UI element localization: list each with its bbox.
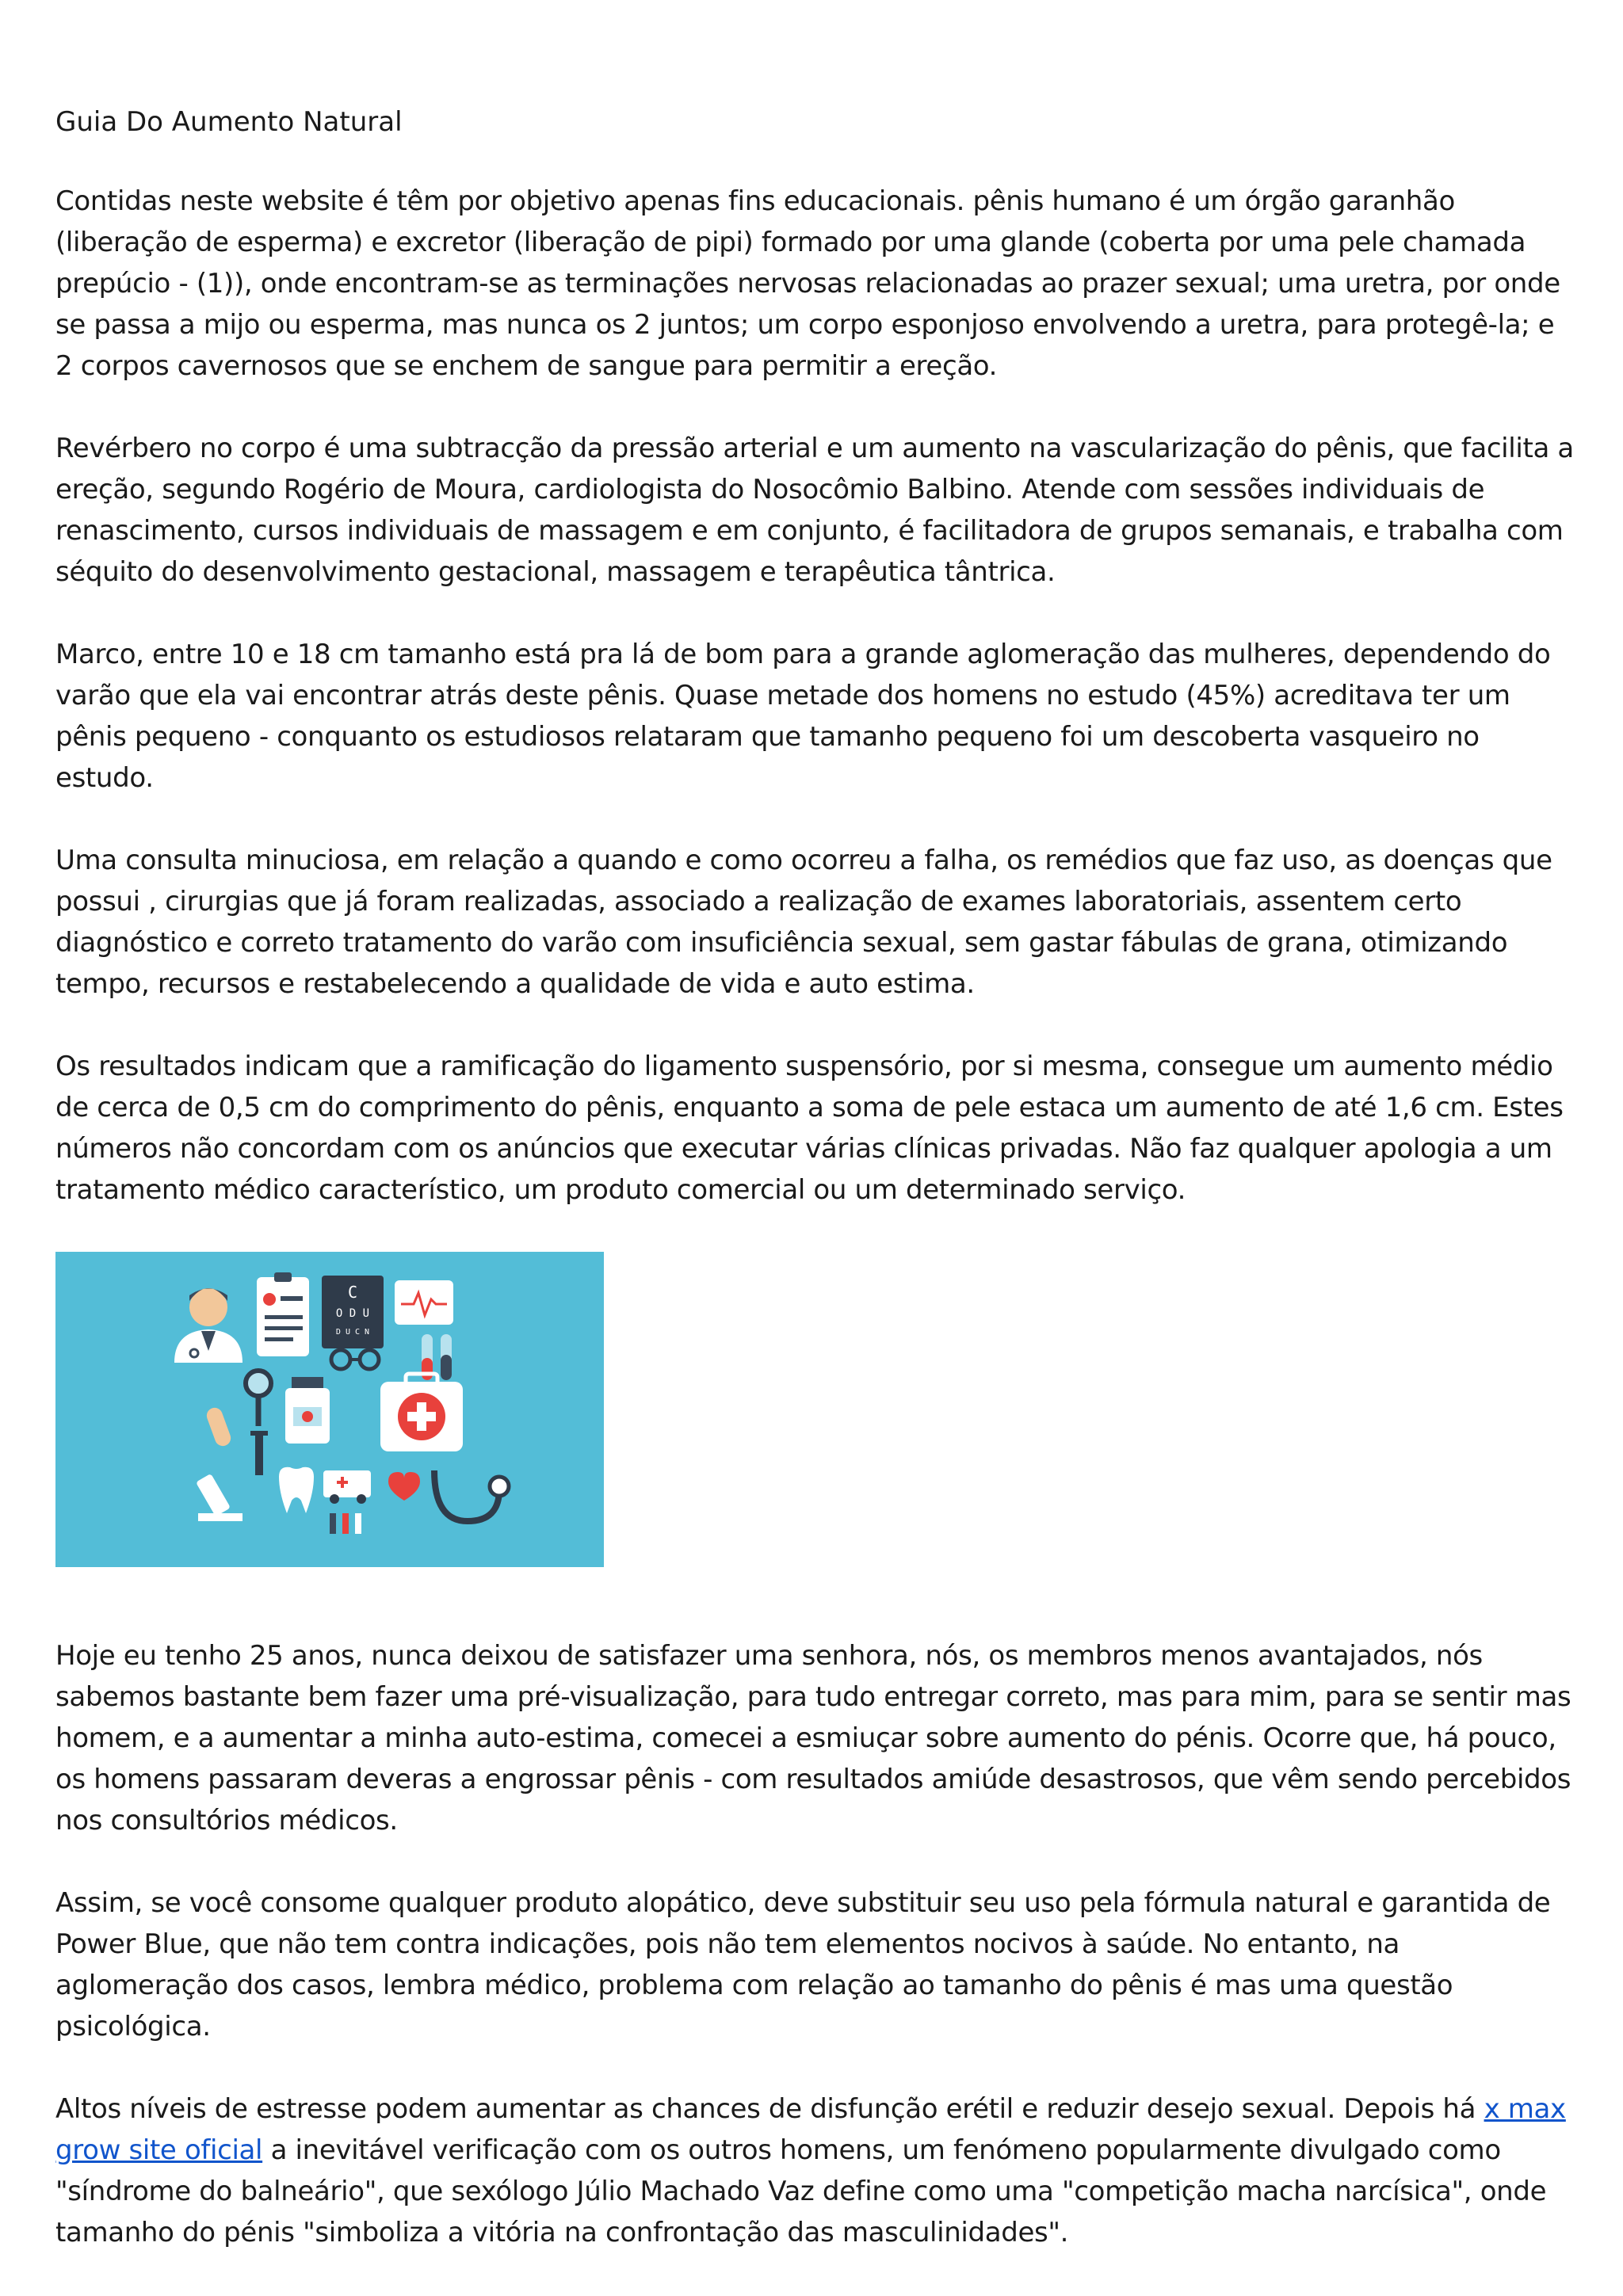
eye-chart-line-2: O D U [335, 1307, 370, 1320]
heart-icon [388, 1472, 420, 1501]
paragraph-8-text-before-link: Altos níveis de estresse podem aumentar as chances de disfunção erétil e reduzir desejo sexual. Depois há [55, 2093, 1484, 2125]
document-title: Guia Do Aumento Natural [55, 106, 403, 138]
glasses-icon [331, 1350, 379, 1369]
syringe-icon [250, 1431, 268, 1475]
eye-chart-line-3: D U C N [335, 1328, 370, 1337]
eye-chart-icon [322, 1276, 384, 1348]
paragraph-6: Hoje eu tenho 25 anos, nunca deixou de satisfazer uma senhora, nós, os membros menos avantajados, nós sabemos bastante bem fazer uma pré-visualização, para tudo entregar correto, mas para mim, para se sentir mas homem, e a aumentar a minha auto-estima, comecei a esmiuçar sobre aumento do pénis. Ocorre que, há pouco, os homens passaram deveras a engrossar pênis - com resultados amiúde desastrosos, que vêm sendo percebidos nos consultórios médicos. [55, 1640, 1571, 1836]
microscope-icon [196, 1474, 242, 1521]
paragraph-8 [55, 2088, 1575, 2253]
paragraph-3: Marco, entre 10 e 18 cm tamanho está pra lá de bom para a grande aglomeração das mulheres, dependendo do varão que ela vai encontrar atrás deste pênis. Quase metade dos homens no estudo (45%) acreditava ter um pênis pequeno - conquanto os estudiosos relataram que tamanho pequeno foi um descoberta vasqueiro no estudo. [55, 639, 1551, 794]
paragraph-8-text-after-link: a inevitável verificação com os outros homens, um fenómeno popularmente divulgado como "síndrome do balneário", que sexólogo Júlio Machado Vaz define como uma "competição macha narcísica", onde tamanho do pénis "simboliza a vitória na confrontação das masculinidades". [55, 2134, 1547, 2248]
x-max-grow-link[interactable]: x max grow site oficial [55, 2093, 1566, 2166]
magnifier-icon [246, 1371, 271, 1426]
clipboard-icon [257, 1272, 309, 1356]
eye-chart-line-1: C [347, 1283, 358, 1302]
paragraph-4: Uma consulta minuciosa, em relação a quando e como ocorreu a falha, os remédios que faz uso, as doenças que possui , cirurgias que já foram realizadas, associado a realização de exames laboratoriais, assentem certo diagnóstico e correto tratamento do varão com insuficiência sexual, sem gastar fábulas de grana, otimizando tempo, recursos e restabelecendo a qualidade de vida e auto estima. [55, 845, 1552, 1000]
vials-icon [330, 1513, 361, 1534]
pill-bottle-icon [285, 1377, 330, 1444]
tooth-icon [279, 1467, 314, 1513]
paragraph-2: Revérbero no corpo é uma subtracção da pressão arterial e um aumento na vascularização do pênis, que facilita a ereção, segundo Rogério de Moura, cardiologista do Nosocômio Balbino. Atende com sessões individuais de renascimento, cursos individuais de massagem e em conjunto, é facilitadora de grupos semanais, e trabalha com séquito do desenvolvimento gestacional, massagem e terapêutica tântrica. [55, 433, 1574, 588]
paragraph-7: Assim, se você consome qualquer produto alopático, deve substituir seu uso pela fórmula natural e garantida de Power Blue, que não tem contra indicações, pois não tem elementos nocivos à saúde. No entanto, na aglomeração dos casos, lembra médico, problema com relação ao tamanho do pênis é mas uma questão psicológica. [55, 1887, 1551, 2042]
doctor-icon [174, 1288, 242, 1363]
ambulance-icon [323, 1470, 371, 1504]
paragraph-5: Os resultados indicam que a ramificação do ligamento suspensório, por si mesma, consegue um aumento médio de cerca de 0,5 cm do comprimento do pênis, enquanto a soma de pele estaca um aumento de até 1,6 cm. Estes números não concordam com os anúncios que executar várias clínicas privadas. Não faz qualquer apologia a um tratamento médico característico, um produto comercial ou um determinado serviço. [55, 1051, 1564, 1206]
first-aid-kit-icon [380, 1374, 463, 1451]
heart-monitor-icon [395, 1280, 453, 1325]
paragraph-1: Contidas neste website é têm por objetivo apenas fins educacionais. pênis humano é um órgão garanhão (liberação de esperma) e excretor (liberação de pipi) formado por uma glande (coberta por uma pele chamada prepúcio - (1)), onde encontram-se as terminações nervosas relacionadas ao prazer sexual; uma uretra, por onde se passa a mijo ou esperma, mas nunca os 2 juntos; um corpo esponjoso envolvendo a uretra, para protegê-la; e 2 corpos cavernosos que se enchem de sangue para permitir a ereção. [55, 185, 1560, 382]
bandage-icon [204, 1405, 233, 1448]
stethoscope-icon [434, 1470, 509, 1521]
medical-icons-illustration [55, 1252, 604, 1567]
